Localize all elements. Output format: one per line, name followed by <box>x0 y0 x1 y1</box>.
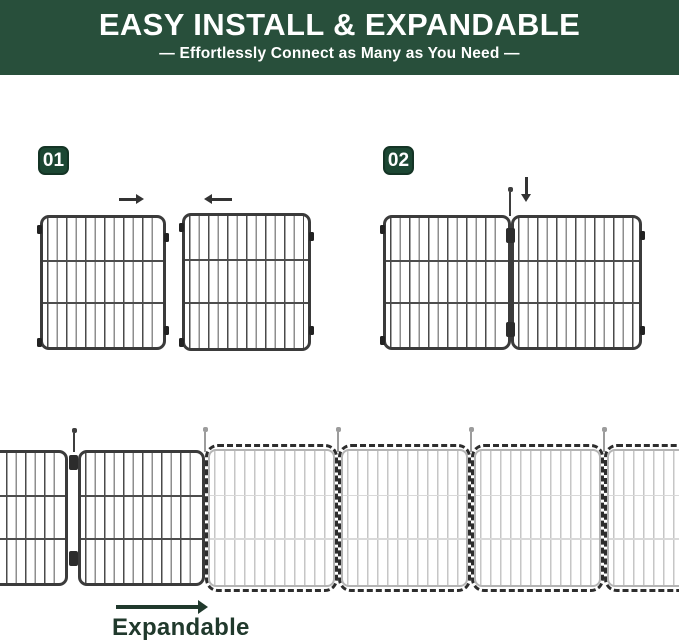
fence-rail <box>81 495 202 497</box>
step-2-badge: 02 <box>383 146 414 175</box>
page-title: EASY INSTALL & EXPANDABLE <box>98 7 581 42</box>
fence-bars <box>613 451 679 585</box>
ghost-fence-panel <box>341 449 468 587</box>
fence-panel-step2-left <box>383 215 511 350</box>
connector-tab <box>179 223 184 232</box>
fence-rail <box>343 495 466 497</box>
fence-rail <box>476 538 599 540</box>
ghost-panel-outline <box>471 444 604 592</box>
connector-pin-icon <box>337 432 339 452</box>
fence-panel-step1-right <box>182 213 311 351</box>
panel-joint <box>69 551 78 566</box>
connector-tab <box>37 338 42 347</box>
fence-panel-row-2 <box>78 450 205 586</box>
page-subtitle: — Effortlessly Connect as Many as You Need — <box>159 44 520 62</box>
expand-arrow-icon <box>116 605 198 609</box>
connector-pin-icon <box>603 432 605 452</box>
fence-rail <box>514 302 639 304</box>
fence-bars <box>47 218 159 347</box>
arrow-down-icon <box>525 177 528 194</box>
connector-tab <box>640 231 645 240</box>
fence-rail <box>210 538 333 540</box>
fence-rail <box>185 259 308 261</box>
connector-tab <box>164 233 169 242</box>
fence-rail <box>210 495 333 497</box>
fence-bars <box>85 453 198 583</box>
ghost-fence-panel <box>607 449 679 587</box>
fence-rail <box>609 538 679 540</box>
ghost-panel-outline <box>604 444 679 592</box>
connector-tab <box>380 336 385 345</box>
panel-joint <box>506 228 515 243</box>
arrow-left-icon <box>212 198 232 201</box>
fence-panel-step2-right <box>511 215 642 350</box>
fence-bars <box>0 453 61 583</box>
fence-rail <box>81 538 202 540</box>
fence-rail <box>386 260 508 262</box>
fence-rail <box>0 538 65 540</box>
ghost-panel-outline <box>205 444 338 592</box>
ghost-fence-panel <box>208 449 335 587</box>
fence-rail <box>476 495 599 497</box>
fence-bars <box>518 218 635 347</box>
connector-tab <box>309 232 314 241</box>
connector-pin-icon <box>204 432 206 452</box>
fence-rail <box>343 538 466 540</box>
fence-rail <box>0 495 65 497</box>
connector-tab <box>164 326 169 335</box>
fence-panel-step1-left <box>40 215 166 350</box>
fence-panel-row-1 <box>0 450 68 586</box>
expandable-label: Expandable <box>112 614 250 641</box>
connector-pin-icon <box>73 433 75 452</box>
connector-tab <box>640 326 645 335</box>
connector-tab <box>309 326 314 335</box>
header-banner <box>0 0 679 75</box>
fence-bars <box>480 451 595 585</box>
ghost-fence-panel <box>474 449 601 587</box>
fence-rail <box>609 495 679 497</box>
fence-bars <box>214 451 329 585</box>
connector-tab <box>380 225 385 234</box>
step-1-badge: 01 <box>38 146 69 175</box>
fence-bars <box>347 451 462 585</box>
panel-joint <box>506 322 515 337</box>
connector-tab <box>37 225 42 234</box>
fence-bars <box>189 216 304 348</box>
arrow-right-icon <box>119 198 136 201</box>
fence-rail <box>514 260 639 262</box>
ghost-panel-outline <box>338 444 471 592</box>
panel-joint <box>69 455 78 470</box>
fence-rail <box>386 302 508 304</box>
connector-pin-icon <box>509 192 511 216</box>
connector-tab <box>179 338 184 347</box>
fence-bars <box>390 218 504 347</box>
fence-rail <box>185 302 308 304</box>
connector-pin-icon <box>470 432 472 452</box>
fence-rail <box>43 260 163 262</box>
fence-rail <box>43 302 163 304</box>
